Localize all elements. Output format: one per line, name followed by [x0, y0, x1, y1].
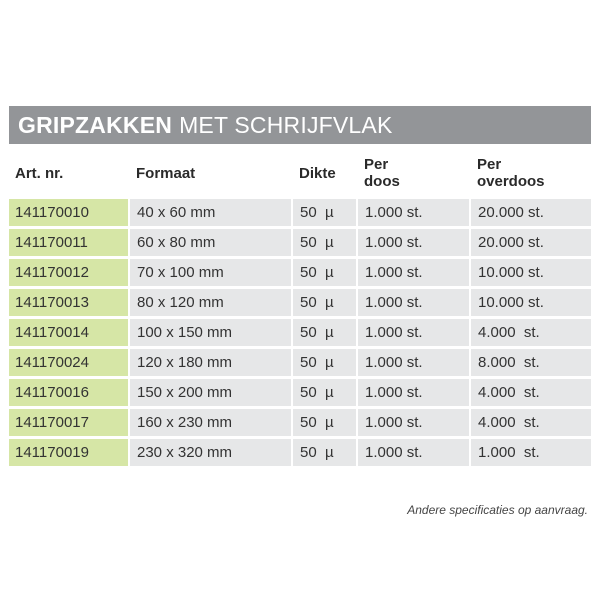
- dikte-cell: 50 µ: [293, 319, 358, 346]
- dikte-cell: 50 µ: [293, 229, 358, 256]
- header-per-doos-line2: doos: [364, 173, 400, 190]
- title-banner: [9, 106, 591, 144]
- dikte-cell: 50 µ: [293, 199, 358, 226]
- footnote: Andere specificaties op aanvraag.: [407, 503, 588, 517]
- per-doos-cell: 1.000 st.: [358, 409, 471, 436]
- header-art-nr: Art. nr.: [15, 164, 64, 182]
- per-doos-cell: 1.000 st.: [358, 289, 471, 316]
- formaat-cell: 60 x 80 mm: [130, 229, 293, 256]
- per-overdoos-cell: 4.000 st.: [471, 319, 591, 346]
- table-row: [9, 229, 591, 256]
- header-formaat: Formaat: [136, 164, 196, 182]
- per-doos-cell: 1.000 st.: [358, 319, 471, 346]
- table-row: [9, 289, 591, 316]
- table-row: [9, 439, 591, 466]
- dikte-cell: 50 µ: [293, 379, 358, 406]
- formaat-cell: 100 x 150 mm: [130, 319, 293, 346]
- dikte-cell: 50 µ: [293, 349, 358, 376]
- product-table: [9, 147, 591, 469]
- per-doos-cell: 1.000 st.: [358, 349, 471, 376]
- table-row: [9, 409, 591, 436]
- per-overdoos-cell: 20.000 st.: [471, 229, 591, 256]
- dikte-cell: 50 µ: [293, 289, 358, 316]
- art-nr-cell: 141170012: [9, 259, 130, 286]
- table-row: [9, 199, 591, 226]
- art-nr-cell: 141170014: [9, 319, 130, 346]
- dikte-cell: 50 µ: [293, 259, 358, 286]
- per-overdoos-cell: 4.000 st.: [471, 379, 591, 406]
- header-per-overdoos-line1: Per: [477, 156, 502, 173]
- header-per-overdoos: [471, 150, 591, 196]
- per-doos-cell: 1.000 st.: [358, 229, 471, 256]
- art-nr-cell: 141170010: [9, 199, 130, 226]
- per-doos-cell: 1.000 st.: [358, 259, 471, 286]
- art-nr-cell: 141170024: [9, 349, 130, 376]
- per-overdoos-cell: 8.000 st.: [471, 349, 591, 376]
- header-per-doos: [358, 150, 471, 196]
- dikte-cell: 50 µ: [293, 409, 358, 436]
- table-row: [9, 259, 591, 286]
- title-bold: GRIPZAKKEN: [18, 111, 173, 138]
- art-nr-cell: 141170013: [9, 289, 130, 316]
- per-overdoos-cell: 1.000 st.: [471, 439, 591, 466]
- art-nr-cell: 141170017: [9, 409, 130, 436]
- formaat-cell: 230 x 320 mm: [130, 439, 293, 466]
- table-row: [9, 379, 591, 406]
- header-dikte: Dikte: [299, 164, 336, 182]
- dikte-cell: 50 µ: [293, 439, 358, 466]
- per-overdoos-cell: 4.000 st.: [471, 409, 591, 436]
- formaat-cell: 80 x 120 mm: [130, 289, 293, 316]
- per-overdoos-cell: 10.000 st.: [471, 259, 591, 286]
- per-doos-cell: 1.000 st.: [358, 379, 471, 406]
- art-nr-cell: 141170011: [9, 229, 130, 256]
- header-per-overdoos-line2: overdoos: [477, 173, 545, 190]
- art-nr-cell: 141170019: [9, 439, 130, 466]
- art-nr-cell: 141170016: [9, 379, 130, 406]
- per-overdoos-cell: 10.000 st.: [471, 289, 591, 316]
- formaat-cell: 150 x 200 mm: [130, 379, 293, 406]
- formaat-cell: 120 x 180 mm: [130, 349, 293, 376]
- table-header-row: [9, 150, 591, 196]
- per-doos-cell: 1.000 st.: [358, 439, 471, 466]
- formaat-cell: 70 x 100 mm: [130, 259, 293, 286]
- formaat-cell: 40 x 60 mm: [130, 199, 293, 226]
- header-per-doos-line1: Per: [364, 156, 389, 173]
- table-row: [9, 319, 591, 346]
- table-row: [9, 349, 591, 376]
- per-overdoos-cell: 20.000 st.: [471, 199, 591, 226]
- per-doos-cell: 1.000 st.: [358, 199, 471, 226]
- formaat-cell: 160 x 230 mm: [130, 409, 293, 436]
- title-light: MET SCHRIJFVLAK: [179, 111, 393, 138]
